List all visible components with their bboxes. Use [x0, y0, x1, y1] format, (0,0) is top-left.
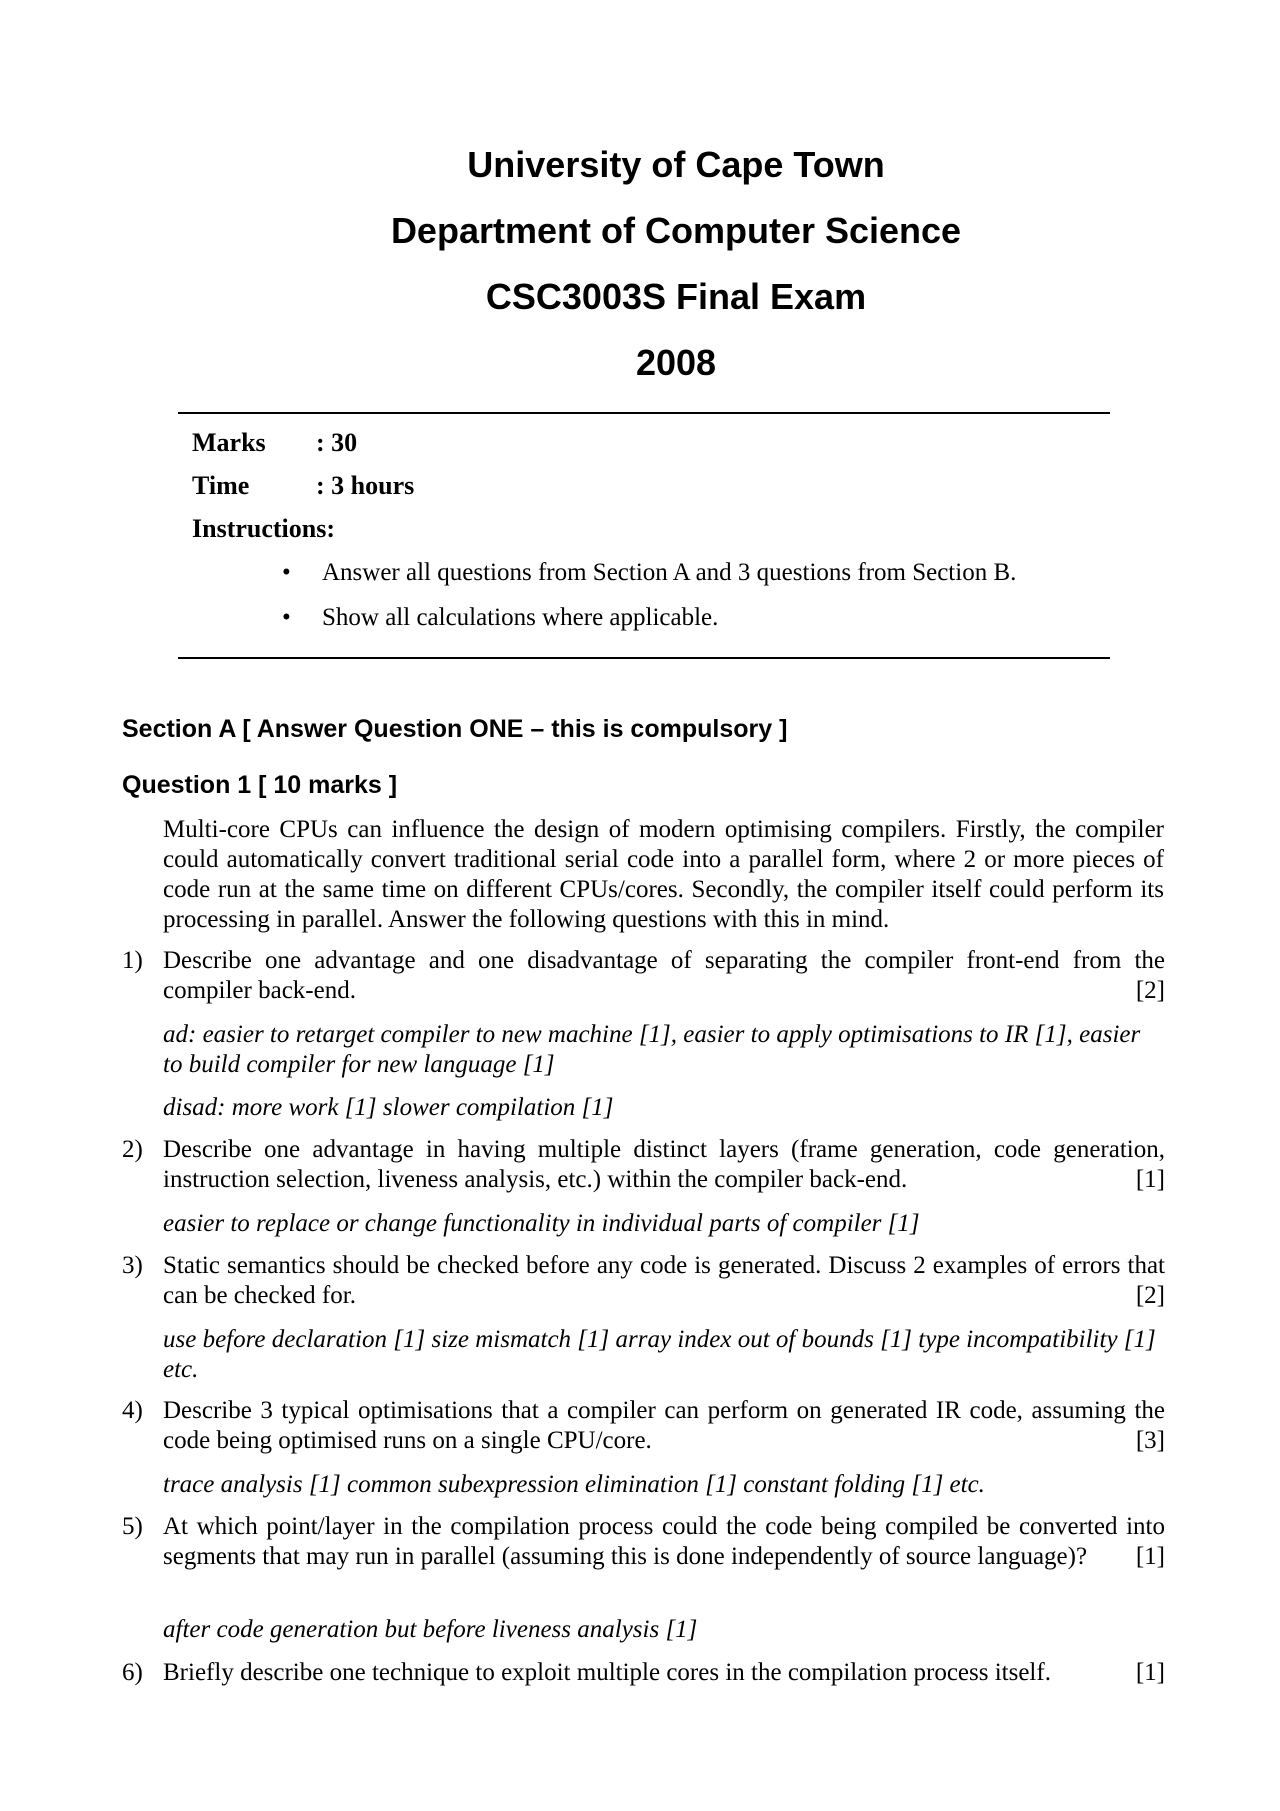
- model-answer: disad: more work [1] slower compilation [1]: [163, 1094, 614, 1121]
- question-marks: [1]: [1135, 1659, 1165, 1686]
- model-answer: after code generation but before liveness analysis [1]: [163, 1616, 698, 1643]
- section-a-heading: Section A [ Answer Question ONE – this is compulsory ]: [122, 715, 788, 743]
- question-number: 4): [122, 1397, 143, 1424]
- question-intro: Multi-core CPUs can influence the design of modern optimising compilers. Firstly, the compiler could automatically convert traditional serial code into a parallel form, where 2 or more pieces of code run at the same time on different CPUs/cores. Secondly, the compiler itself could perform its processing in parallel. Answer the following questions with this in mind.: [163, 816, 1164, 933]
- exam-title: CSC3003S Final Exam: [485, 276, 867, 317]
- bullet-icon: •: [282, 559, 291, 586]
- question-marks: [1]: [1135, 1543, 1165, 1570]
- exam-meta: [192, 421, 414, 550]
- model-answer: easier to replace or change functionality in individual parts of compiler [1]: [163, 1210, 920, 1237]
- exam-header: [0, 140, 1280, 404]
- instructions-list: [282, 553, 1016, 643]
- question-marks: [3]: [1135, 1427, 1165, 1454]
- question-text: Describe one advantage and one disadvantage of separating the compiler front-end from the compiler back-end.: [163, 947, 1165, 1004]
- question-number: 6): [122, 1659, 143, 1686]
- question-item: [122, 1658, 1165, 1688]
- time-value: : 3 hours: [316, 471, 415, 500]
- question-number: 3): [122, 1252, 143, 1279]
- marks-label: Marks: [192, 428, 266, 457]
- question-text: At which point/layer in the compilation process could the code being compiled be converted into segments that may run in parallel (assuming this is done independently of source language)?: [163, 1513, 1165, 1570]
- instruction-text: Show all calculations where applicable.: [322, 604, 719, 631]
- question-1-heading: Question 1 [ 10 marks ]: [122, 771, 398, 799]
- university-title: University of Cape Town: [467, 144, 885, 185]
- instruction-item: [282, 598, 1016, 643]
- model-answer: trace analysis [1] common subexpression elimination [1] constant folding [1] etc.: [163, 1471, 985, 1498]
- question-marks: [2]: [1135, 1282, 1165, 1309]
- bottom-divider: [178, 657, 1110, 659]
- question-marks: [1]: [1135, 1166, 1165, 1193]
- top-divider: [178, 412, 1110, 414]
- instructions-row: [192, 507, 414, 550]
- question-text: Describe one advantage in having multiple distinct layers (frame generation, code generation, instruction selection, liveness analysis, etc.) within the compiler back-end.: [163, 1136, 1165, 1193]
- question-number: 5): [122, 1513, 143, 1540]
- question-item: [122, 1135, 1165, 1195]
- instructions-label: Instructions:: [192, 514, 336, 543]
- department-title: Department of Computer Science: [390, 210, 962, 251]
- time-row: [192, 464, 414, 507]
- exam-year: 2008: [635, 342, 717, 383]
- question-item: [122, 1512, 1165, 1572]
- question-item: [122, 1396, 1165, 1456]
- instruction-item: [282, 553, 1016, 598]
- marks-row: [192, 421, 414, 464]
- question-number: 2): [122, 1136, 143, 1163]
- question-text: Briefly describe one technique to exploit multiple cores in the compilation process itself.: [163, 1659, 1051, 1686]
- question-text: Describe 3 typical optimisations that a compiler can perform on generated IR code, assuming the code being optimised runs on a single CPU/core.: [163, 1397, 1165, 1454]
- instruction-text: Answer all questions from Section A and 3 questions from Section B.: [322, 559, 1017, 586]
- question-item: [122, 946, 1165, 1006]
- model-answer: use before declaration [1] size mismatch [1] array index out of bounds [1] type incompatibility [1] etc.: [163, 1326, 1156, 1383]
- marks-value: : 30: [316, 428, 358, 457]
- model-answer: ad: easier to retarget compiler to new machine [1], easier to apply optimisations to IR [1], easier to build compiler for new language [1]: [163, 1021, 1141, 1078]
- time-label: Time: [192, 471, 250, 500]
- question-marks: [2]: [1135, 977, 1165, 1004]
- question-item: [122, 1251, 1165, 1311]
- question-number: 1): [122, 947, 143, 974]
- question-text: Static semantics should be checked before any code is generated. Discuss 2 examples of errors that can be checked for.: [163, 1252, 1165, 1309]
- bullet-icon: •: [282, 604, 291, 631]
